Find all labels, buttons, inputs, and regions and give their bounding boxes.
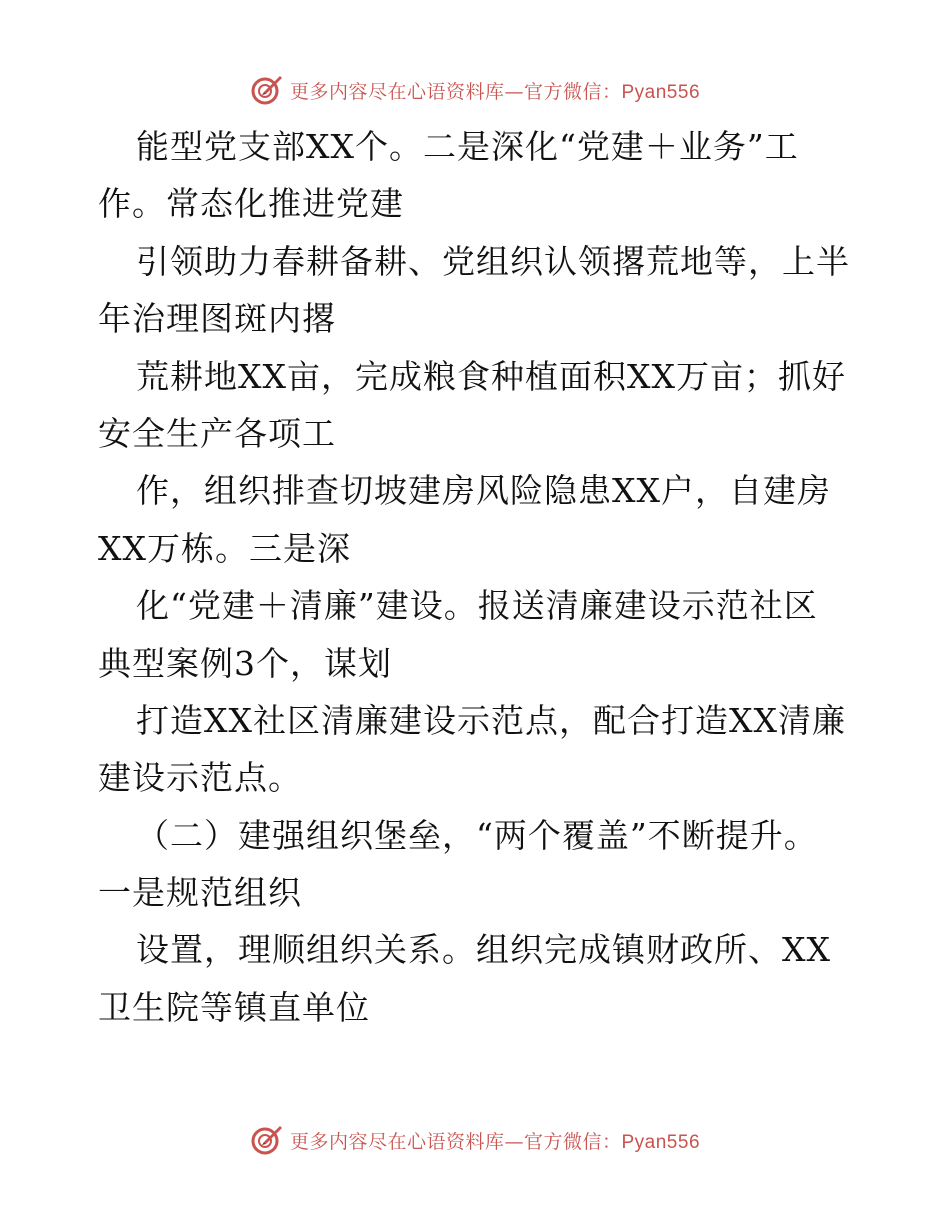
watermark-text bbox=[290, 1127, 700, 1154]
text-line: （二）建强组织堡垒，“两个覆盖”不断提升。 bbox=[136, 815, 818, 855]
text-line: 荒耕地XX亩，完成粮食种植面积XX万亩；抓好 bbox=[136, 356, 846, 396]
text-line: 一是规范组织 bbox=[98, 873, 302, 913]
watermark-cn-text: 更多内容尽在心语资料库—官方微信： bbox=[289, 80, 622, 103]
text-line: 作，组织排查切坡建房风险隐患XX户，自建房 bbox=[136, 471, 831, 511]
quill-logo-icon bbox=[250, 1123, 284, 1157]
body-paragraph bbox=[98, 118, 858, 1036]
text-line: 作。常态化推进党建 bbox=[98, 184, 404, 224]
quill-logo-icon bbox=[250, 73, 284, 107]
watermark-cn-text: 更多内容尽在心语资料库—官方微信： bbox=[289, 1130, 622, 1153]
text-line: XX万栋。三是深 bbox=[98, 528, 351, 568]
text-line: 能型党支部XX个。二是深化“党建＋业务”工 bbox=[136, 127, 799, 166]
text-line: 引领助力春耕备耕、党组织认领撂荒地等，上半 bbox=[136, 241, 850, 281]
watermark-text bbox=[290, 77, 700, 104]
footer-watermark bbox=[0, 1120, 950, 1160]
text-line: 卫生院等镇直单位 bbox=[98, 987, 370, 1027]
watermark-wechat-id: Pyan556 bbox=[621, 81, 701, 103]
text-line: 建设示范点。 bbox=[98, 758, 302, 798]
text-line: 典型案例3个，谋划 bbox=[98, 643, 392, 683]
watermark-wechat-id: Pyan556 bbox=[621, 1131, 701, 1153]
header-watermark bbox=[0, 70, 950, 110]
text-line: 化“党建＋清廉”建设。报送清廉建设示范社区 bbox=[136, 586, 818, 626]
text-line: 打造XX社区清廉建设示范点，配合打造XX清廉 bbox=[136, 700, 846, 740]
text-line: 年治理图斑内撂 bbox=[98, 299, 336, 339]
text-line: 安全生产各项工 bbox=[98, 413, 336, 453]
text-line: 设置，理顺组织关系。组织完成镇财政所、XX bbox=[136, 930, 831, 970]
